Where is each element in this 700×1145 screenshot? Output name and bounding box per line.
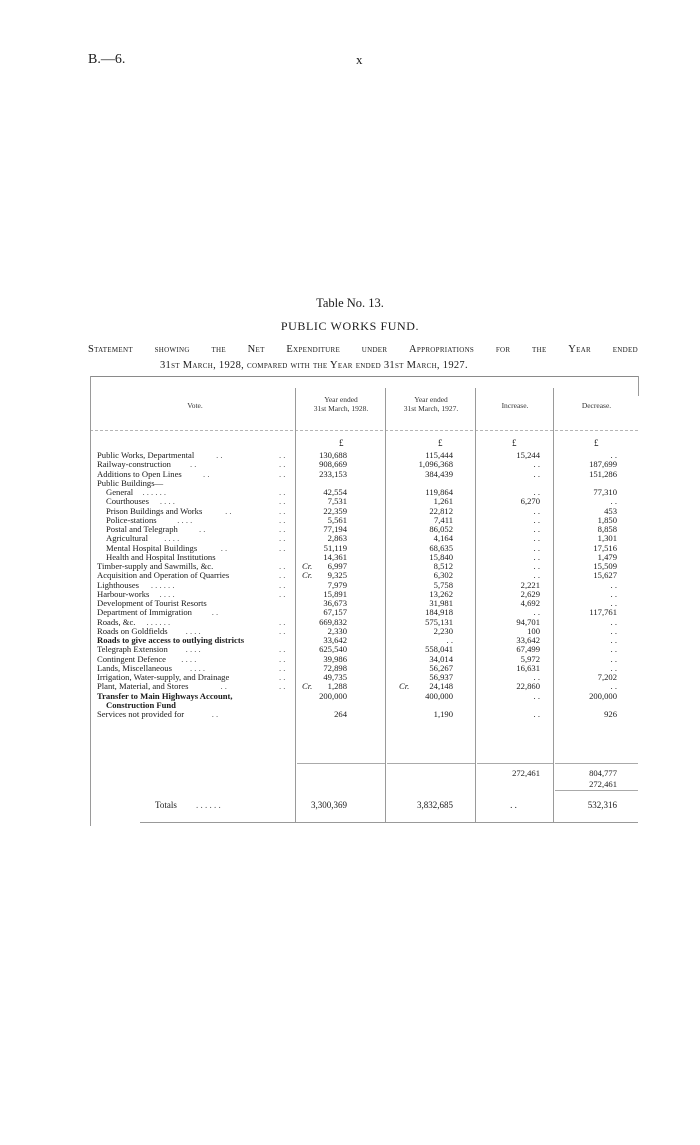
cell-decrease: . . bbox=[610, 625, 617, 636]
cell-1928: 7,531 bbox=[327, 496, 347, 507]
cell-1927: 1,261 bbox=[433, 496, 453, 507]
cell-increase: . . bbox=[533, 487, 540, 497]
row-label: Services not provided for bbox=[97, 709, 185, 719]
cell-1927: 68,635 bbox=[429, 542, 453, 553]
cell-decrease: . . bbox=[610, 662, 617, 673]
cell-1928: 14,361 bbox=[323, 551, 347, 562]
row-leader-dots: . . . . . . bbox=[146, 616, 171, 627]
cell-1928: 2,330 bbox=[327, 625, 347, 636]
cell-1928: 200,000 bbox=[319, 690, 347, 701]
cell-decrease: . . bbox=[610, 644, 617, 655]
statement-word: ended bbox=[612, 344, 638, 355]
cell-increase: . . bbox=[533, 690, 540, 701]
cell-decrease: . . bbox=[610, 635, 617, 645]
currency-decrease: £ bbox=[594, 438, 599, 448]
cell-increase: . . bbox=[533, 709, 540, 719]
row-leader-dots-end: . . bbox=[279, 487, 286, 497]
currency-1927: £ bbox=[438, 438, 443, 448]
table-number: Table No. 13. bbox=[316, 296, 384, 310]
cell-increase: . . bbox=[533, 551, 540, 562]
row-leader-dots: . . . . bbox=[164, 533, 180, 544]
row-leader-dots-end: . . bbox=[279, 625, 286, 636]
subtotal-decrease: 804,777 bbox=[589, 768, 617, 778]
cell-1927: 24,148 bbox=[429, 681, 453, 692]
credit-marker-1928: Cr. bbox=[302, 570, 313, 581]
row-leader-dots-end: . . bbox=[279, 450, 286, 460]
row-leader-dots: . . bbox=[220, 681, 227, 692]
row-leader-dots: . . . . bbox=[159, 588, 175, 599]
cell-increase: . . bbox=[533, 459, 540, 470]
cell-1928: 9,325 bbox=[327, 570, 347, 581]
row-leader-dots-end: . . bbox=[279, 616, 286, 627]
cell-increase: . . bbox=[533, 542, 540, 553]
row-label: Postal and Telegraph bbox=[106, 524, 178, 534]
statement-line-1 bbox=[88, 342, 638, 358]
row-label: Agricultural bbox=[106, 533, 148, 544]
row-leader-dots-end: . . bbox=[279, 644, 286, 655]
row-leader-dots-end: . . bbox=[279, 570, 286, 581]
cell-1927: 384,439 bbox=[425, 468, 453, 479]
currency-1928: £ bbox=[339, 438, 344, 448]
cell-1927: 56,937 bbox=[429, 672, 453, 682]
cell-1927: 119,864 bbox=[425, 487, 453, 497]
cell-1928: 5,561 bbox=[327, 514, 347, 525]
row-leader-dots: . . . . bbox=[185, 644, 201, 655]
row-label: Mental Hospital Buildings bbox=[106, 542, 198, 553]
row-leader-dots-end: . . bbox=[279, 514, 286, 525]
row-leader-dots: . . bbox=[225, 505, 232, 516]
row-label: Irrigation, Water-supply, and Drainage bbox=[97, 672, 230, 682]
statement-word: showing bbox=[154, 344, 190, 355]
cell-1928: 51,119 bbox=[323, 542, 347, 553]
cell-1927: 15,840 bbox=[429, 551, 453, 562]
cell-decrease: 453 bbox=[604, 505, 617, 516]
cell-decrease: . . bbox=[610, 681, 617, 692]
row-label: Telegraph Extension bbox=[97, 644, 168, 655]
cell-decrease: . . bbox=[610, 496, 617, 507]
cell-decrease: 1,850 bbox=[597, 514, 617, 525]
row-leader-dots: . . bbox=[220, 542, 228, 553]
cell-decrease: 77,310 bbox=[593, 487, 617, 497]
row-leader-dots: . . bbox=[211, 607, 219, 618]
row-leader-dots-end: . . bbox=[279, 672, 286, 682]
cell-1927: 86,052 bbox=[429, 524, 453, 534]
statement-word: Statement bbox=[88, 344, 133, 355]
cell-decrease: 200,000 bbox=[589, 690, 617, 701]
col-header-1927-line2: 31st March, 1927. bbox=[403, 404, 459, 413]
cell-increase: 16,631 bbox=[516, 662, 540, 673]
row-label: Development of Tourist Resorts bbox=[97, 598, 207, 608]
cell-1927: 2,230 bbox=[433, 625, 453, 636]
cell-decrease: 7,202 bbox=[597, 672, 617, 682]
cell-1928: 264 bbox=[334, 709, 347, 719]
cell-1928: 39,986 bbox=[323, 653, 347, 664]
table-row bbox=[0, 525, 700, 534]
statement-word: Net bbox=[247, 344, 265, 355]
cell-1928: 233,153 bbox=[319, 468, 347, 479]
table-row bbox=[0, 710, 700, 719]
cell-1927: 1,190 bbox=[433, 709, 453, 719]
col-header-1928 bbox=[297, 395, 385, 413]
row-leader-dots: . . bbox=[216, 450, 223, 460]
table-row bbox=[0, 544, 700, 553]
cell-decrease: 1,301 bbox=[597, 533, 617, 544]
cell-increase: 2,221 bbox=[520, 579, 540, 590]
statement-word: Expenditure bbox=[286, 344, 341, 355]
col-header-vote: Vote. bbox=[187, 401, 203, 410]
row-label: Prison Buildings and Works bbox=[106, 505, 203, 516]
cell-increase: 4,692 bbox=[520, 598, 540, 608]
cell-decrease: . . bbox=[610, 579, 617, 590]
cell-1928: 130,688 bbox=[319, 450, 347, 460]
row-leader-dots-end: . . bbox=[279, 533, 286, 544]
row-label: Construction Fund bbox=[106, 699, 176, 710]
row-label: Contingent Defence bbox=[97, 653, 166, 664]
cell-1927: 1,096,368 bbox=[418, 459, 453, 470]
cell-1927: 7,411 bbox=[433, 514, 453, 525]
cell-increase: . . bbox=[533, 570, 540, 581]
row-leader-dots: . . bbox=[203, 468, 210, 479]
col-header-1928-line2: 31st March, 1928. bbox=[313, 404, 369, 413]
row-label: Timber-supply and Sawmills, &c. bbox=[97, 561, 214, 571]
statement-line-2: 31st March, 1928, compared with the Year ended 31st March, 1927. bbox=[160, 360, 468, 371]
table-bottom-rule bbox=[140, 822, 638, 823]
page-header-ref: B.—6. bbox=[88, 52, 126, 67]
currency-increase: £ bbox=[512, 438, 517, 448]
row-leader-dots-end: . . bbox=[279, 496, 286, 507]
subtotal-rule-1928 bbox=[297, 763, 385, 764]
data-rows bbox=[0, 451, 700, 719]
cell-increase: 5,972 bbox=[520, 653, 540, 664]
table-row bbox=[0, 507, 700, 516]
subtotal-rule-1927 bbox=[387, 763, 475, 764]
cell-1927: 22,812 bbox=[429, 505, 453, 516]
row-label: Acquisition and Operation of Quarries bbox=[97, 570, 230, 581]
credit-marker-1928: Cr. bbox=[302, 561, 313, 571]
statement-heading bbox=[88, 342, 638, 374]
cell-1927: 5,758 bbox=[433, 579, 453, 590]
table-row bbox=[0, 692, 700, 701]
row-label: Lands, Miscellaneous bbox=[97, 662, 172, 673]
statement-word: for bbox=[495, 344, 511, 355]
row-label: Department of Immigration bbox=[97, 607, 192, 618]
cell-increase: 94,701 bbox=[516, 616, 540, 627]
row-leader-dots-end: . . bbox=[279, 579, 286, 590]
cell-1927: 13,262 bbox=[429, 588, 453, 599]
subtotal-increase: 272,461 bbox=[512, 768, 540, 778]
totals-1928: 3,300,369 bbox=[311, 800, 347, 810]
col-header-1927 bbox=[387, 395, 475, 413]
cell-increase: . . bbox=[533, 505, 540, 516]
cell-increase: 6,270 bbox=[520, 496, 540, 507]
subtotal-decrease-less: 272,461 bbox=[589, 779, 617, 789]
row-leader-dots: . . . . . . bbox=[142, 487, 167, 497]
statement-word: Year bbox=[568, 344, 592, 355]
cell-1927: . . bbox=[446, 635, 453, 645]
row-leader-dots-end: . . bbox=[279, 468, 286, 479]
table-top-rule bbox=[90, 376, 638, 377]
statement-word: the bbox=[211, 344, 226, 355]
table-title: PUBLIC WORKS FUND. bbox=[280, 319, 420, 333]
cell-1928: 33,642 bbox=[323, 635, 347, 645]
row-leader-dots-end: . . bbox=[279, 524, 286, 534]
cell-decrease: 926 bbox=[604, 709, 617, 719]
cell-decrease: . . bbox=[610, 450, 617, 460]
cell-increase: 22,860 bbox=[516, 681, 540, 692]
page-number: x bbox=[356, 52, 363, 67]
credit-marker-1928: Cr. bbox=[302, 681, 313, 692]
cell-1928: 7,979 bbox=[327, 579, 347, 590]
col-header-increase: Increase. bbox=[501, 401, 529, 410]
row-label: Additions to Open Lines bbox=[97, 468, 182, 479]
cell-1928: 908,669 bbox=[319, 459, 347, 470]
cell-increase: . . bbox=[533, 524, 540, 534]
cell-1927: 115,444 bbox=[425, 450, 453, 460]
cell-decrease: 15,627 bbox=[593, 570, 617, 581]
totals-leader-dots: . . . . . . bbox=[196, 800, 221, 810]
cell-1928: 15,891 bbox=[323, 588, 347, 599]
cell-1927: 558,041 bbox=[425, 644, 453, 655]
row-leader-dots: . . . . bbox=[159, 496, 175, 507]
row-leader-dots: . . bbox=[211, 709, 219, 719]
cell-increase: 100 bbox=[527, 625, 540, 636]
row-leader-dots: . . bbox=[199, 524, 206, 534]
cell-1928: 77,194 bbox=[323, 524, 347, 534]
cell-1927: 31,981 bbox=[429, 598, 453, 608]
row-label: Plant, Material, and Stores bbox=[97, 681, 189, 692]
cell-1928: 2,863 bbox=[327, 533, 347, 544]
cell-1928: 22,359 bbox=[323, 505, 347, 516]
row-label: Lighthouses bbox=[97, 579, 140, 590]
cell-1927: 56,267 bbox=[429, 662, 453, 673]
row-leader-dots-end: . . bbox=[279, 681, 286, 692]
row-label: Health and Hospital Institutions bbox=[106, 551, 216, 562]
cell-1928: 42,554 bbox=[323, 487, 347, 497]
cell-1927: 4,164 bbox=[433, 533, 453, 544]
cell-1927: 34,014 bbox=[429, 653, 453, 664]
cell-increase: . . bbox=[533, 514, 540, 525]
cell-1927: 6,302 bbox=[433, 570, 453, 581]
cell-increase: . . bbox=[533, 468, 540, 479]
row-label: Public Works, Departmental bbox=[97, 450, 195, 460]
row-label: Transfer to Main Highways Account, bbox=[97, 690, 233, 701]
cell-decrease: 187,699 bbox=[589, 459, 617, 470]
cell-1928: 49,735 bbox=[323, 672, 347, 682]
credit-marker-1927: Cr. bbox=[399, 681, 410, 692]
cell-decrease: . . bbox=[610, 588, 617, 599]
cell-1928: 6,997 bbox=[327, 561, 347, 571]
col-header-1927-line1: Year ended bbox=[414, 395, 448, 404]
cell-1927: 8,512 bbox=[433, 561, 453, 571]
row-leader-dots-end: . . bbox=[279, 653, 286, 664]
statement-word: the bbox=[532, 344, 547, 355]
cell-1927: 184,918 bbox=[425, 607, 453, 618]
subtotal-rule-2 bbox=[555, 790, 638, 791]
totals-label: Totals bbox=[155, 800, 177, 810]
row-label: Roads to give access to outlying districts bbox=[97, 635, 245, 645]
row-leader-dots-end: . . bbox=[279, 561, 286, 571]
row-label: Railway-construction bbox=[97, 459, 171, 470]
row-label: General bbox=[106, 487, 134, 497]
cell-increase: . . bbox=[533, 533, 540, 544]
row-label: Roads on Goldfields bbox=[97, 625, 168, 636]
cell-decrease: 17,516 bbox=[593, 542, 617, 553]
cell-decrease: . . bbox=[610, 616, 617, 627]
totals-decrease: 532,316 bbox=[587, 800, 617, 810]
statement-word: under bbox=[361, 344, 388, 355]
table-row bbox=[0, 516, 700, 525]
totals-1927: 3,832,685 bbox=[417, 800, 453, 810]
table-row bbox=[0, 488, 700, 497]
cell-1928: 625,540 bbox=[319, 644, 347, 655]
table-right-border bbox=[638, 376, 639, 396]
table-row bbox=[0, 497, 700, 506]
cell-decrease: . . bbox=[610, 653, 617, 664]
cell-increase: 2,629 bbox=[520, 588, 540, 599]
cell-decrease: 1,479 bbox=[597, 551, 617, 562]
col-header-decrease: Decrease. bbox=[581, 401, 612, 410]
row-leader-dots: . . . . bbox=[190, 662, 206, 673]
row-label: Courthouses bbox=[106, 496, 149, 507]
row-leader-dots: . . . . bbox=[177, 514, 193, 525]
cell-decrease: 8,858 bbox=[597, 524, 617, 534]
cell-1928: 67,157 bbox=[323, 607, 347, 618]
row-leader-dots-end: . . bbox=[279, 662, 286, 673]
cell-increase: . . bbox=[533, 672, 540, 682]
row-leader-dots: . . bbox=[190, 459, 197, 470]
header-rule bbox=[90, 430, 638, 431]
cell-decrease: 151,286 bbox=[589, 468, 617, 479]
statement-word: Appropriations bbox=[409, 344, 475, 355]
row-leader-dots-end: . . bbox=[279, 542, 286, 553]
row-label: Roads, &c. bbox=[97, 616, 136, 627]
row-label: Public Buildings— bbox=[97, 477, 164, 488]
row-leader-dots-end: . . bbox=[279, 459, 286, 470]
cell-1928: 36,673 bbox=[323, 598, 347, 608]
cell-increase: 15,244 bbox=[516, 450, 540, 460]
cell-1928: 1,288 bbox=[327, 681, 347, 692]
cell-1928: 669,832 bbox=[319, 616, 347, 627]
cell-decrease: . . bbox=[610, 598, 617, 608]
cell-1927: 400,000 bbox=[425, 690, 453, 701]
row-label: Harbour-works bbox=[97, 588, 150, 599]
row-leader-dots: . . . . . . bbox=[150, 579, 175, 590]
cell-decrease: 15,509 bbox=[593, 561, 617, 571]
row-leader-dots-end: . . bbox=[279, 505, 286, 516]
cell-increase: 33,642 bbox=[516, 635, 540, 645]
row-leader-dots: . . . . bbox=[181, 653, 197, 664]
row-label: Police-stations bbox=[106, 514, 157, 525]
row-leader-dots: . . . . bbox=[185, 625, 201, 636]
cell-decrease: 117,761 bbox=[589, 607, 617, 618]
subtotal-rule-increase bbox=[477, 763, 553, 764]
cell-increase: 67,499 bbox=[516, 644, 540, 655]
cell-1927: 575,131 bbox=[425, 616, 453, 627]
totals-increase: . . bbox=[510, 800, 517, 810]
cell-1928: 72,898 bbox=[323, 662, 347, 673]
col-header-1928-line1: Year ended bbox=[324, 395, 358, 404]
row-leader-dots-end: . . bbox=[279, 588, 286, 599]
cell-increase: . . bbox=[533, 561, 540, 571]
subtotal-rule-decrease bbox=[555, 763, 638, 764]
cell-increase: . . bbox=[533, 607, 540, 618]
